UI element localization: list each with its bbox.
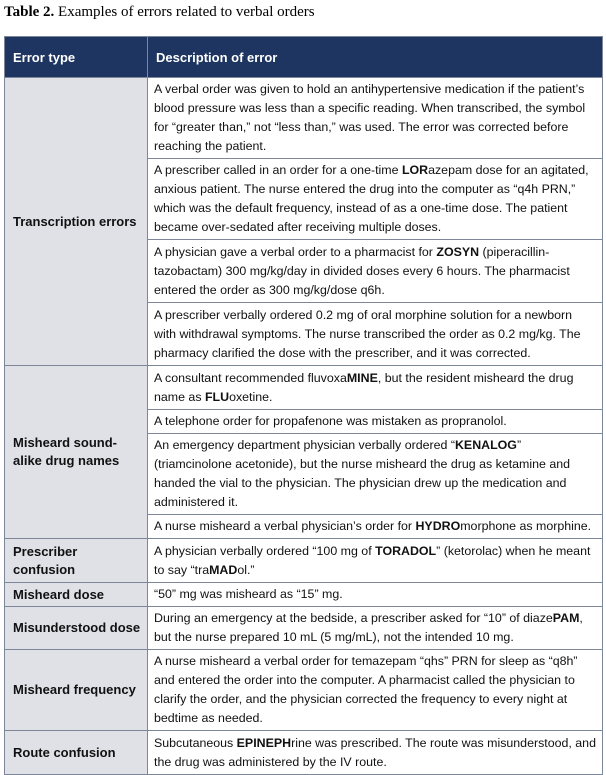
table-body bbox=[5, 78, 603, 775]
drug-name-emphasis: MAD bbox=[209, 562, 238, 577]
error-type-cell: Route confusion bbox=[5, 731, 148, 775]
description-text: A nurse misheard a verbal physician’s order for bbox=[154, 519, 416, 533]
description-text: “50” mg was misheard as “15” mg. bbox=[154, 587, 343, 601]
description-text: azepam dose for an agitated, anxious patient. The nurse entered the drug into the computer as “q4h PRN,” which was the default frequency, instead of as a one-time dose. The patient became over-sedated after receiving multiple doses. bbox=[154, 163, 589, 234]
drug-name-emphasis: FLU bbox=[204, 389, 230, 404]
header-row bbox=[5, 37, 603, 78]
error-description-cell bbox=[148, 434, 603, 515]
header-description: Description of error bbox=[148, 37, 603, 78]
error-description-cell bbox=[148, 159, 603, 240]
error-type-cell: Prescriber confusion bbox=[5, 539, 148, 583]
description-text: A nurse misheard a verbal order for temazepam “qhs” PRN for sleep as “q8h” and entered the order into the computer. A pharmacist called the physician to clarify the order, and the physician corrected the frequency to every night at bedtime as needed. bbox=[154, 654, 578, 725]
errors-table bbox=[4, 36, 603, 775]
drug-name-emphasis: EPINEPH bbox=[236, 735, 292, 750]
table-row bbox=[5, 539, 603, 583]
error-description-cell bbox=[148, 366, 603, 410]
error-type-cell: Transcription errors bbox=[5, 78, 148, 366]
table-row bbox=[5, 583, 603, 607]
description-text: , but the resident misheard the drug name as bbox=[154, 370, 574, 404]
error-description-cell bbox=[148, 650, 603, 731]
error-type-cell: Misunderstood dose bbox=[5, 607, 148, 650]
description-text: A physician gave a verbal order to a pharmacist for bbox=[154, 244, 437, 259]
table-caption bbox=[4, 4, 315, 21]
error-type-cell: Misheard dose bbox=[5, 583, 148, 607]
description-text: (piperacillin-tazobactam) 300 mg/kg/day in divided doses every 6 hours. The pharmacist entered the order as 300 mg/kg/dose q6h. bbox=[154, 244, 570, 297]
table-caption-label: Table 2. bbox=[4, 4, 55, 20]
description-text: An emergency department physician verbally ordered “ bbox=[154, 438, 455, 452]
error-description-cell bbox=[148, 607, 603, 650]
table-row bbox=[5, 607, 603, 650]
table-row bbox=[5, 731, 603, 775]
error-type-cell: Misheard sound-alike drug names bbox=[5, 366, 148, 539]
description-text: A prescriber called in an order for a one-time bbox=[154, 163, 402, 177]
description-text: A physician verbally ordered “100 mg of bbox=[154, 543, 376, 558]
table-row bbox=[5, 366, 603, 410]
drug-name-emphasis: HYDRO bbox=[415, 519, 461, 533]
error-description-cell bbox=[148, 539, 603, 583]
drug-name-emphasis: PAM bbox=[552, 611, 580, 625]
drug-name-emphasis: ZOSYN bbox=[436, 244, 480, 259]
error-description-cell bbox=[148, 583, 603, 607]
description-text: rine was prescribed. The route was misunderstood, and the drug was administered by the IV route. bbox=[154, 735, 596, 769]
drug-name-emphasis: KENALOG bbox=[454, 438, 517, 452]
description-text: , but the nurse prepared 10 mL (5 mg/mL), not the intended 10 mg. bbox=[154, 611, 583, 644]
description-text: oxetine. bbox=[229, 389, 273, 404]
description-text: A prescriber verbally ordered 0.2 mg of oral morphine solution for a newborn with withdrawal symptoms. The nurse transcribed the order as 0.2 mg/kg. The pharmacy clarified the dose with the prescriber, and it was corrected. bbox=[154, 307, 581, 360]
drug-name-emphasis: MINE bbox=[346, 370, 378, 385]
description-text: ” (ketorolac) when he meant to say “tra bbox=[154, 543, 591, 577]
error-description-cell bbox=[148, 410, 603, 434]
description-text: A consultant recommended fluvoxa bbox=[154, 370, 347, 385]
error-description-cell bbox=[148, 78, 603, 159]
table-row bbox=[5, 78, 603, 159]
error-type-cell: Misheard frequency bbox=[5, 650, 148, 731]
header-error-type: Error type bbox=[5, 37, 148, 78]
description-text: A verbal order was given to hold an antihypertensive medication if the patient’s blood pressure was less than a specific reading. When transcribed, the symbol for “greater than,” not “less than,” was used. The error was corrected before reaching the patient. bbox=[154, 82, 586, 153]
description-text: ” (triamcinolone acetonide), but the nurse misheard the drug as ketamine and handed the vial to the physician. The physician drew up the medication and administered it. bbox=[154, 438, 571, 509]
description-text: morphone as morphine. bbox=[460, 519, 592, 533]
table-caption-text: Examples of errors related to verbal orders bbox=[54, 4, 315, 20]
description-text: ol.” bbox=[237, 562, 255, 577]
drug-name-emphasis: TORADOL bbox=[375, 543, 437, 558]
drug-name-emphasis: LOR bbox=[401, 163, 429, 177]
error-description-cell bbox=[148, 240, 603, 303]
table-row bbox=[5, 650, 603, 731]
description-text: During an emergency at the bedside, a prescriber asked for “10” of diaze bbox=[154, 611, 553, 625]
error-description-cell bbox=[148, 303, 603, 366]
description-text: A telephone order for propafenone was mistaken as propranolol. bbox=[154, 414, 507, 428]
error-description-cell bbox=[148, 515, 603, 539]
error-description-cell bbox=[148, 731, 603, 775]
description-text: Subcutaneous bbox=[154, 735, 237, 750]
